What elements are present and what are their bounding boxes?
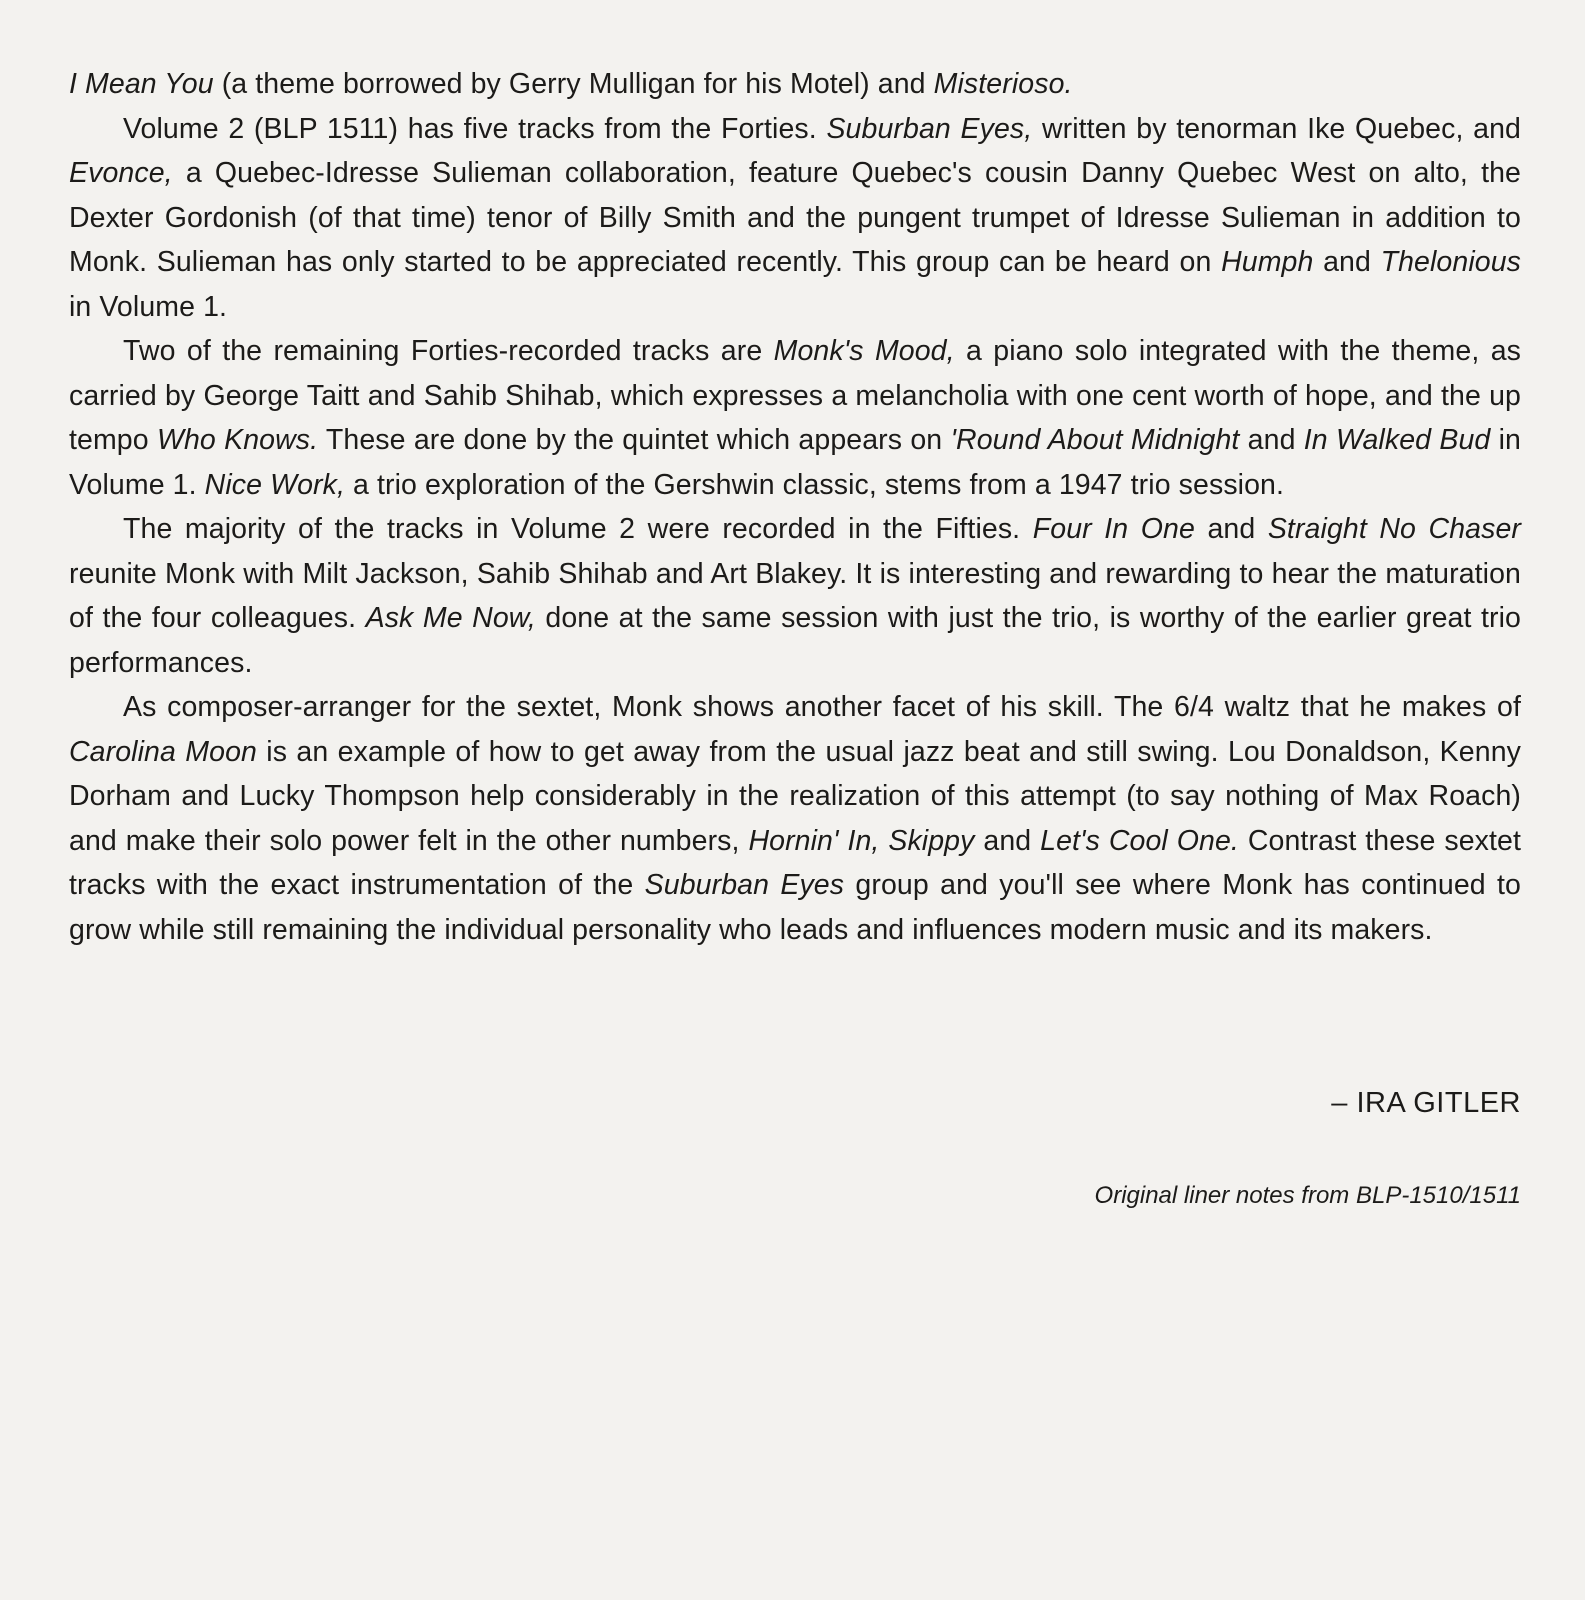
paragraph bbox=[69, 685, 1521, 952]
track-title: Carolina Moon bbox=[69, 735, 257, 768]
liner-notes-body bbox=[69, 62, 1521, 952]
paragraph-text: a Quebec-Idresse Sulieman collaboration, feature Quebec's cousin Danny Quebec West on alto, the Dexter Gordonish (of that time) tenor of Billy Smith and the pungent trumpet of Idresse Sulieman in addition to Monk. Sulieman has only started to be appreciated recently. This group can be heard on bbox=[69, 157, 1521, 278]
track-title: Who Knows. bbox=[156, 424, 319, 456]
paragraph bbox=[69, 329, 1521, 507]
paragraph bbox=[69, 507, 1521, 685]
paragraph-text: Contrast these sextet tracks with the exact instrumentation of the bbox=[69, 824, 1522, 901]
paragraph-text: and bbox=[1313, 246, 1381, 278]
paragraph-text: in Volume 1. bbox=[69, 424, 1521, 501]
track-title: Misterioso. bbox=[933, 68, 1073, 100]
author-signature: – IRA GITLER bbox=[1331, 1087, 1521, 1119]
paragraph-text: Two of the remaining Forties-recorded tracks are bbox=[123, 335, 774, 367]
paragraph-text: written by tenorman Ike Quebec, and bbox=[1032, 112, 1521, 145]
track-title: Evonce, bbox=[69, 157, 173, 189]
track-title: 'Round About Midnight bbox=[950, 424, 1240, 456]
paragraph-text: (a theme borrowed by Gerry Mulligan for his Motel) and bbox=[213, 68, 934, 100]
track-title: I Mean You bbox=[69, 68, 214, 100]
liner-notes-page bbox=[69, 62, 1522, 1209]
paragraph-text: The majority of the tracks in Volume 2 were recorded in the Fifties. bbox=[123, 513, 1033, 545]
paragraph-text: As composer-arranger for the sextet, Monk shows another facet of his skill. The 6/4 waltz that he makes of bbox=[123, 691, 1521, 723]
paragraph-text: group and you'll see where Monk has continued to grow while still remaining the individual personality who leads and influences modern music and its makers. bbox=[69, 869, 1521, 946]
track-title: Humph bbox=[1221, 246, 1314, 278]
paragraph-text: is an example of how to get away from the usual jazz beat and still swing. Lou Donaldson, Kenny Dorham and Lucky Thompson help considerably in the realization of this attempt (to say nothing of Max Roach) and make their solo power felt in the other numbers, bbox=[69, 735, 1521, 857]
track-title: Suburban Eyes bbox=[644, 869, 845, 901]
track-title: Nice Work, bbox=[204, 468, 346, 501]
track-title: Straight No Chaser bbox=[1267, 513, 1521, 545]
paragraph-text: and bbox=[1194, 513, 1268, 545]
paragraph bbox=[69, 62, 1521, 107]
track-title: Monk's Mood, bbox=[773, 335, 955, 367]
track-title: Ask Me Now, bbox=[365, 602, 536, 634]
source-note: Original liner notes from BLP-1510/1511 bbox=[1094, 1182, 1521, 1209]
track-title: Four In One bbox=[1032, 513, 1195, 545]
track-title: Suburban Eyes, bbox=[826, 112, 1033, 145]
paragraph-text: These are done by the quintet which appears on bbox=[318, 424, 951, 456]
paragraph-text: and bbox=[974, 824, 1041, 857]
track-title: Thelonious bbox=[1380, 246, 1522, 278]
paragraph-text: reunite Monk with Milt Jackson, Sahib Shihab and Art Blakey. It is interesting and rewarding to hear the maturation of the four colleagues. bbox=[69, 557, 1521, 634]
paragraph-text: Volume 2 (BLP 1511) has five tracks from the Forties. bbox=[123, 112, 827, 145]
paragraph-text: done at the same session with just the trio, is worthy of the earlier great trio performances. bbox=[69, 602, 1521, 679]
track-title: In Walked Bud bbox=[1303, 424, 1491, 456]
paragraph-text: a piano solo integrated with the theme, as carried by George Taitt and Sahib Shihab, which expresses a melancholia with one cent worth of hope, and the up tempo bbox=[69, 335, 1521, 456]
paragraph-text: a trio exploration of the Gershwin classic, stems from a 1947 trio session. bbox=[345, 468, 1285, 501]
paragraph bbox=[69, 107, 1521, 330]
paragraph-text: in Volume 1. bbox=[69, 290, 228, 323]
track-title: Hornin' In, Skippy bbox=[748, 824, 975, 857]
track-title: Let's Cool One. bbox=[1040, 824, 1239, 857]
paragraph-text: and bbox=[1239, 424, 1304, 456]
